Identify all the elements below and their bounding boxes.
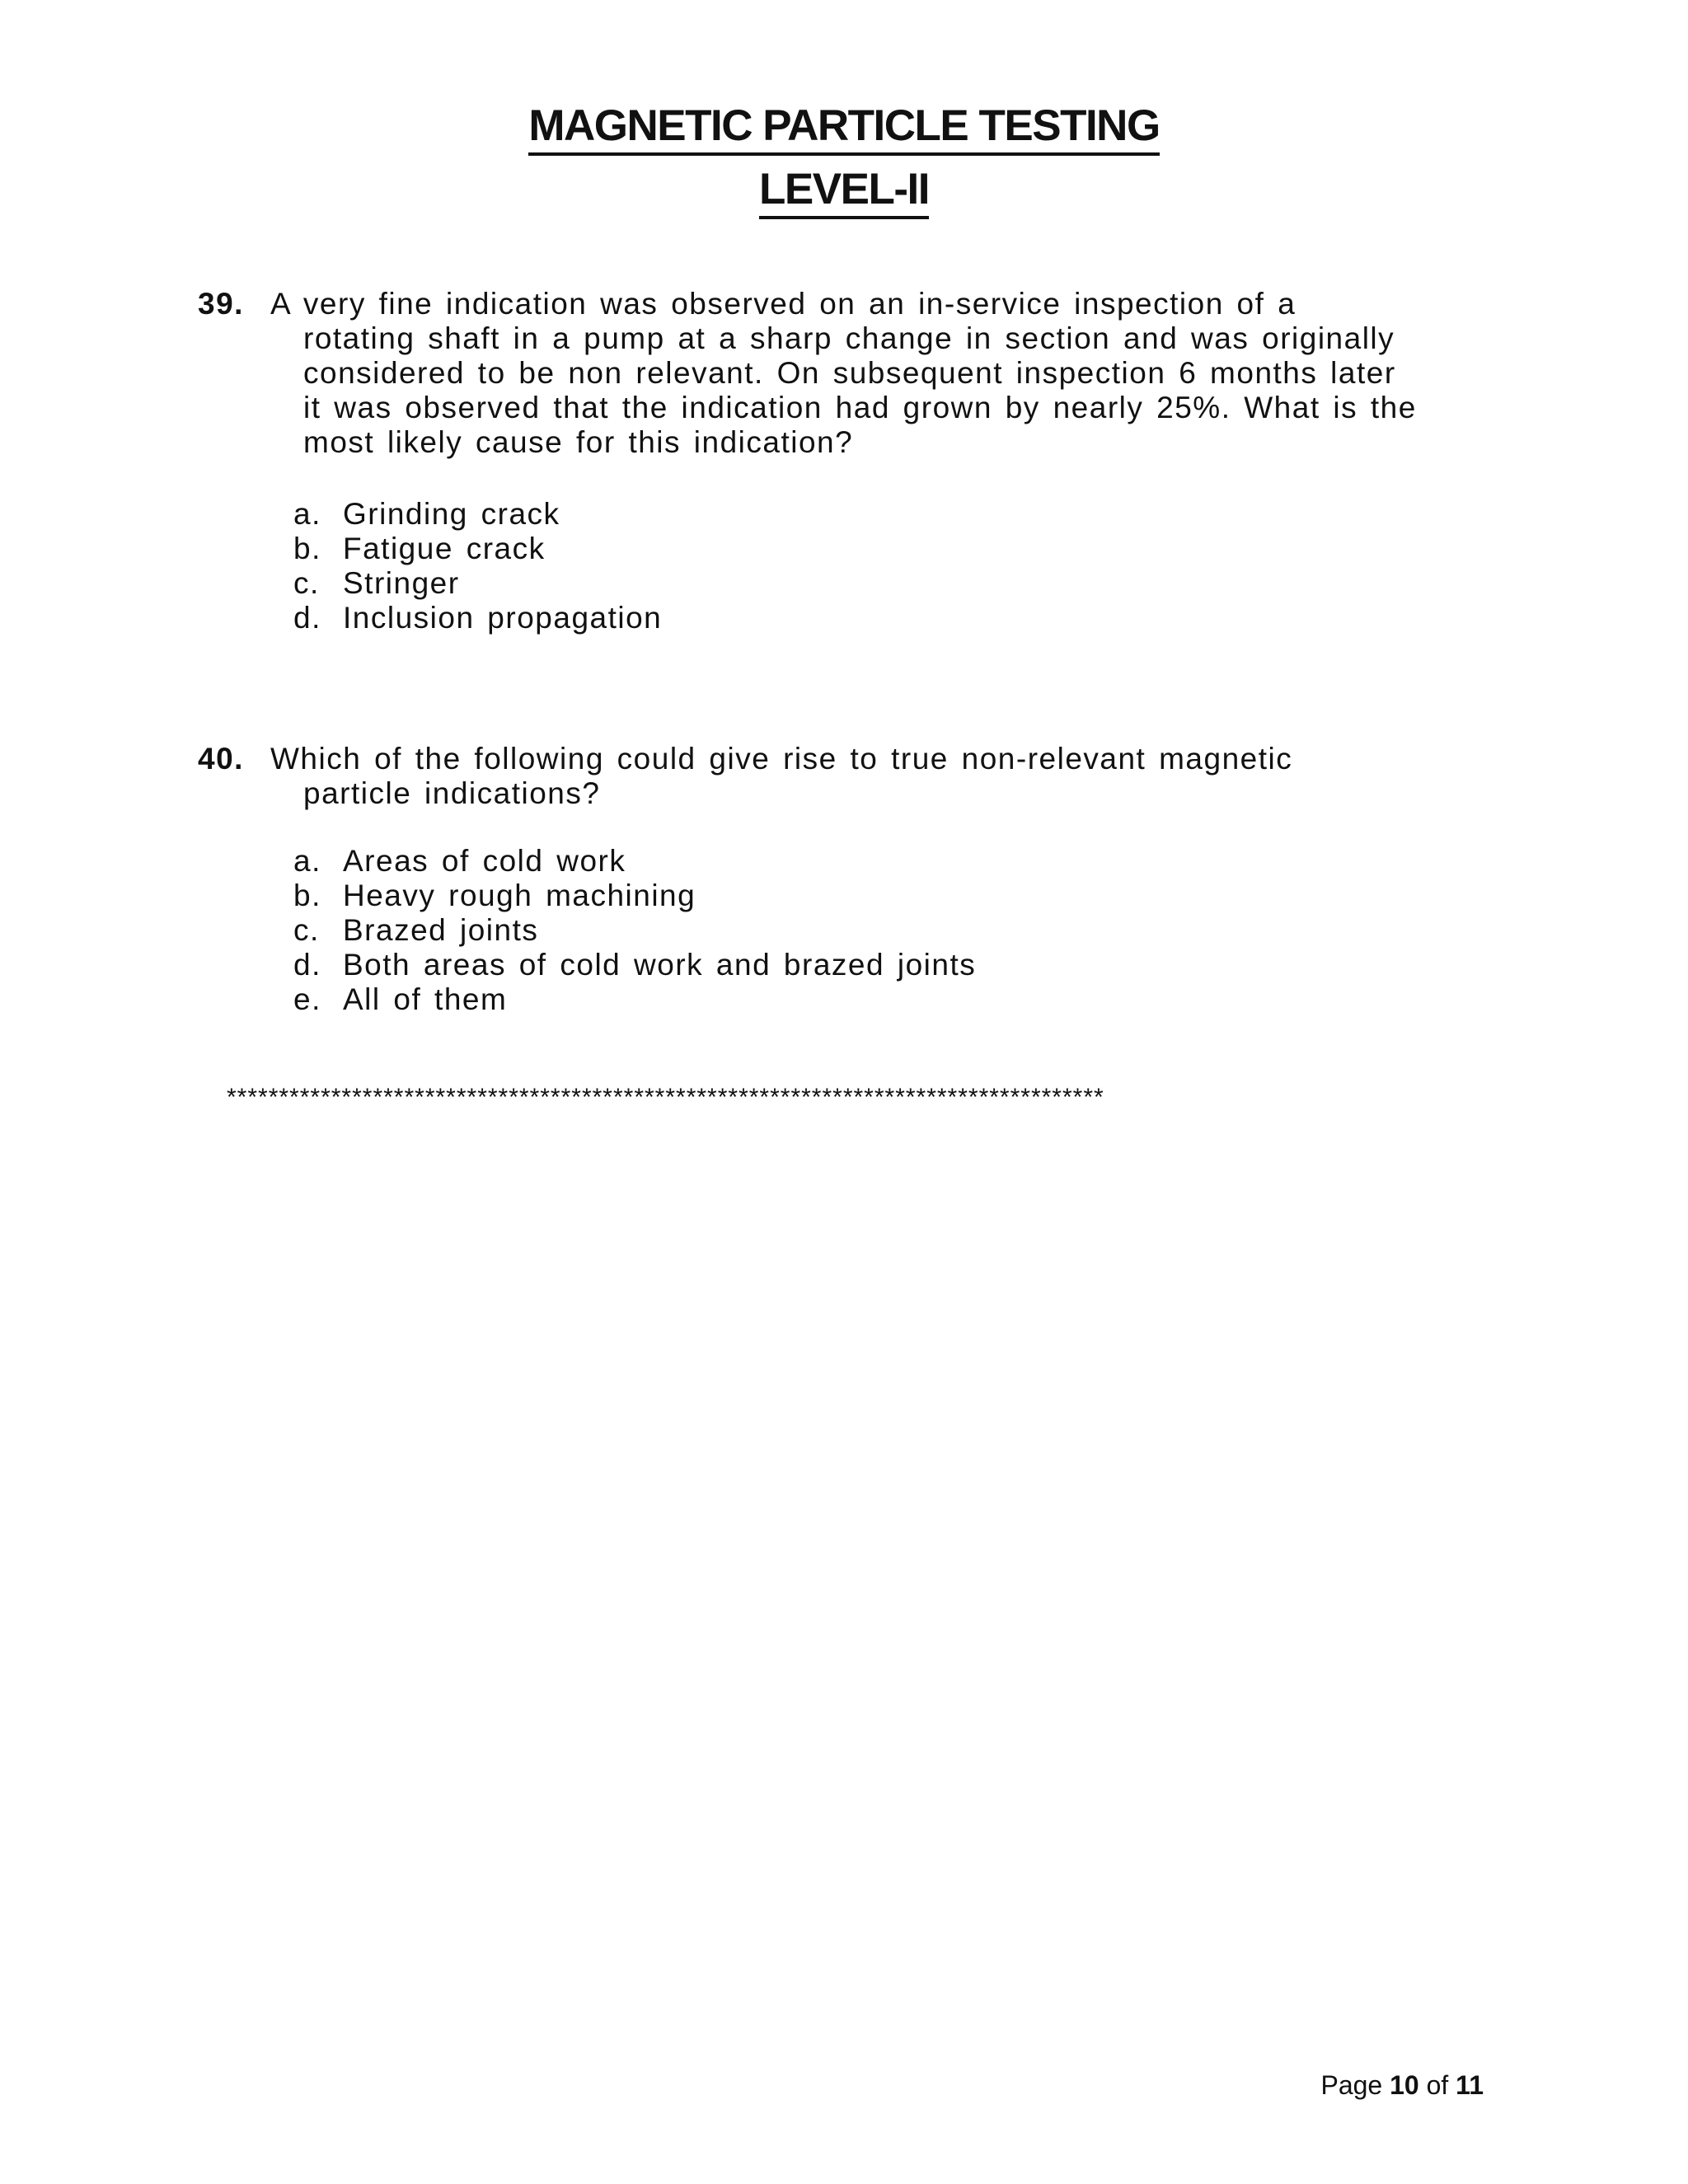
option-text: Heavy rough machining [343, 879, 696, 912]
question-text-line: rotating shaft in a pump at a sharp change in section and was originally [303, 321, 1395, 355]
answer-option [293, 982, 976, 1017]
question-text-line: particle indications? [303, 776, 601, 810]
option-letter: e. [293, 982, 321, 1016]
answer-option [293, 532, 662, 566]
question-39-options [293, 497, 662, 635]
page-number: 10 [1390, 2070, 1419, 2100]
question-text-line: A very fine indication was observed on an in-service inspection of a [270, 287, 1296, 321]
option-letter: c. [293, 566, 320, 600]
question-number: 39. [198, 287, 244, 321]
option-text: Stringer [343, 566, 460, 600]
answer-option [293, 913, 976, 948]
question-40-options [293, 844, 976, 1017]
question-text-line: it was observed that the indication had grown by nearly 25%. What is the [303, 391, 1417, 424]
answer-option [293, 497, 662, 532]
question-39 [198, 287, 1500, 460]
answer-option [293, 844, 976, 879]
answer-option [293, 601, 662, 635]
document-title [0, 101, 1688, 150]
option-text: Inclusion propagation [343, 601, 663, 635]
option-letter: d. [293, 948, 321, 982]
option-text: Both areas of cold work and brazed joints [343, 948, 977, 982]
option-text: Grinding crack [343, 497, 560, 531]
option-letter: a. [293, 844, 321, 878]
option-text: Fatigue crack [343, 532, 546, 565]
document-title-text: MAGNETIC PARTICLE TESTING [528, 101, 1159, 156]
question-text-line: most likely cause for this indication? [303, 425, 854, 459]
answer-option [293, 948, 976, 982]
question-text-line: considered to be non relevant. On subsequent inspection 6 months later [303, 356, 1396, 390]
option-letter: a. [293, 497, 321, 531]
question-number: 40. [198, 742, 244, 776]
question-text-line: Which of the following could give rise to true non-relevant magnetic [270, 742, 1293, 776]
option-letter: b. [293, 532, 321, 565]
option-letter: d. [293, 601, 321, 635]
option-text: Brazed joints [343, 913, 539, 947]
answer-option [293, 566, 662, 601]
question-40 [198, 742, 1500, 811]
option-letter: b. [293, 879, 321, 912]
option-letter: c. [293, 913, 320, 947]
option-text: Areas of cold work [343, 844, 626, 878]
of-label: of [1426, 2070, 1449, 2100]
document-subtitle-text: LEVEL-II [759, 165, 929, 219]
document-subtitle [0, 167, 1688, 211]
page-total: 11 [1456, 2070, 1484, 2100]
page-label: Page [1320, 2070, 1383, 2100]
answer-option [293, 879, 976, 913]
asterisk-separator: ************************************************************************************ [227, 1084, 1104, 1111]
option-text: All of them [343, 982, 508, 1016]
page-footer [1320, 2070, 1484, 2101]
